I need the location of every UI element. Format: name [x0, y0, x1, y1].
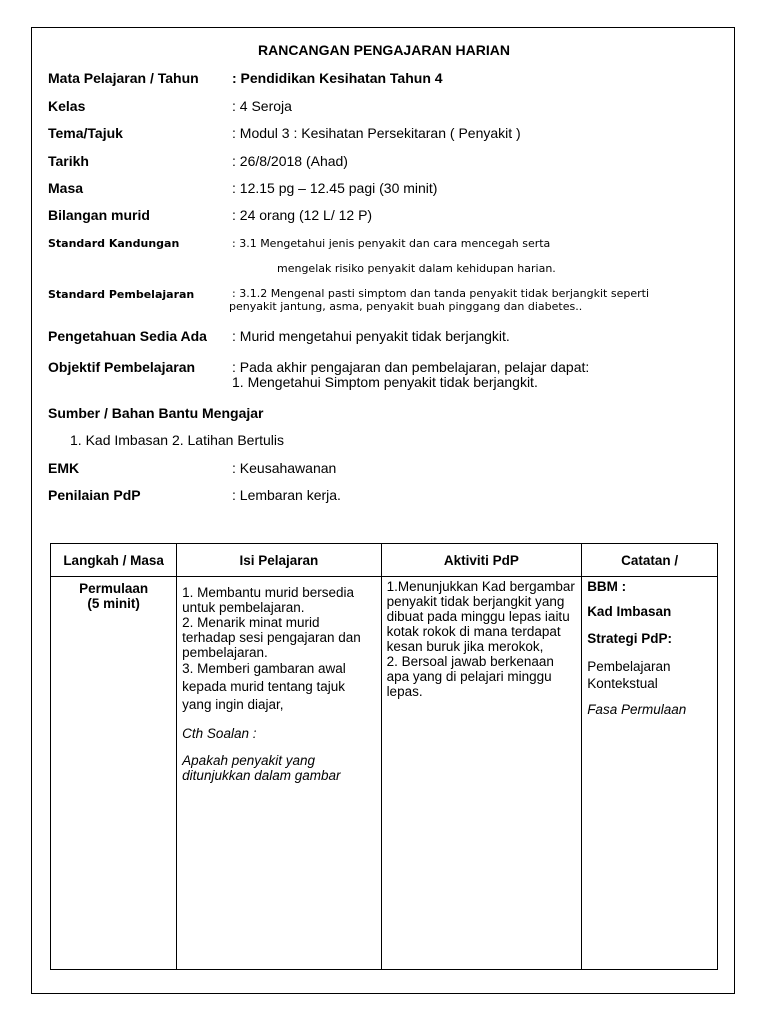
table-header-row — [51, 544, 718, 577]
objektif-label: Objektif Pembelajaran — [48, 359, 196, 375]
tema-value: : Modul 3 : Kesihatan Persekitaran ( Penyakit ) — [232, 125, 521, 141]
catatan-cell — [582, 577, 718, 970]
pengetahuan-sedia-ada-value: : Murid mengetahui penyakit tidak berjangkit. — [232, 328, 510, 344]
table-row — [51, 577, 718, 970]
standard-pembelajaran-label: Standard Pembelajaran — [48, 288, 195, 301]
standard-kandungan-value: : 3.1 Mengetahui jenis penyakit dan cara mencegah serta — [232, 237, 551, 250]
penilaian-label: Penilaian PdP — [48, 487, 141, 503]
bilangan-murid-label: Bilangan murid — [48, 207, 150, 223]
langkah-name: Permulaan — [79, 581, 149, 596]
objektif-item-1: 1. Mengetahui Simptom penyakit tidak berjangkit. — [232, 374, 538, 390]
catatan-fasa: Fasa Permulaan — [587, 702, 687, 717]
masa-value: : 12.15 pg – 12.45 pagi (30 minit) — [232, 180, 438, 196]
tarikh-value: : 26/8/2018 (Ahad) — [232, 153, 348, 169]
catatan-strategi: Strategi PdP: — [587, 631, 672, 646]
objektif-value: : Pada akhir pengajaran dan pembelajaran, pelajar dapat: — [232, 359, 590, 375]
masa-label: Masa — [48, 180, 84, 196]
aktiviti-item-1: 1.Menunjukkan Kad bergambar penyakit tidak berjangkit yang dibuat pada minggu lepas iaitu kotak rokok di mana terdapat kesan buruk jika merokok, — [386, 579, 575, 654]
mata-pelajaran-label: Mata Pelajaran / Tahun — [48, 70, 199, 86]
emk-label: EMK — [48, 460, 80, 476]
aktiviti-cell — [381, 577, 582, 970]
catatan-bbm: BBM : — [587, 579, 627, 594]
standard-pembelajaran-value: : 3.1.2 Mengenal pasti simptom dan tanda penyakit tidak berjangkit seperti — [232, 287, 649, 300]
langkah-time: (5 minit) — [87, 596, 140, 611]
isi-soalan: Apakah penyakit yang ditunjukkan dalam gambar — [182, 753, 341, 783]
standard-kandungan-value-cont: mengelak risiko penyakit dalam kehidupan harian. — [277, 262, 556, 275]
standard-kandungan-label: Standard Kandungan — [48, 237, 180, 250]
isi-item-2: 2. Menarik minat murid terhadap sesi pengajaran dan pembelajaran. — [182, 615, 361, 660]
isi-cell — [177, 577, 381, 970]
isi-item-1: 1. Membantu murid bersedia untuk pembelajaran. — [182, 585, 355, 615]
emk-value: : Keusahawanan — [232, 460, 337, 476]
sumber-label: Sumber / Bahan Bantu Mengajar — [48, 405, 264, 421]
header-catatan: Catatan / — [582, 544, 718, 577]
bilangan-murid-value: : 24 orang (12 L/ 12 P) — [232, 207, 373, 223]
header-aktiviti: Aktiviti PdP — [381, 544, 582, 577]
isi-item-3: 3. Memberi gambaran awal kepada murid tentang tajuk yang ingin diajar, — [182, 661, 346, 712]
kelas-label: Kelas — [48, 98, 86, 114]
langkah-cell — [51, 577, 177, 970]
header-langkah: Langkah / Masa — [51, 544, 177, 577]
penilaian-value: : Lembaran kerja. — [232, 487, 341, 503]
sumber-value: 1. Kad Imbasan 2. Latihan Bertulis — [70, 432, 285, 448]
aktiviti-item-2: 2. Bersoal jawab berkenaan apa yang di pelajari minggu lepas. — [386, 654, 554, 699]
tarikh-label: Tarikh — [48, 153, 89, 169]
header-isi: Isi Pelajaran — [177, 544, 381, 577]
catatan-kad-imbasan: Kad Imbasan — [587, 604, 672, 619]
tema-label: Tema/Tajuk — [48, 125, 123, 141]
catatan-pembelajaran: Pembelajaran Kontekstual — [587, 659, 671, 691]
mata-pelajaran-value: : Pendidikan Kesihatan Tahun 4 — [232, 70, 443, 86]
pengetahuan-sedia-ada-label: Pengetahuan Sedia Ada — [48, 328, 207, 344]
kelas-value: : 4 Seroja — [232, 98, 292, 114]
lesson-table — [50, 543, 718, 970]
document-title: RANCANGAN PENGAJARAN HARIAN — [257, 42, 510, 58]
standard-pembelajaran-value-cont: penyakit jantung, asma, penyakit buah pinggang dan diabetes.. — [229, 300, 583, 313]
isi-cth-soalan: Cth Soalan : — [182, 726, 257, 741]
